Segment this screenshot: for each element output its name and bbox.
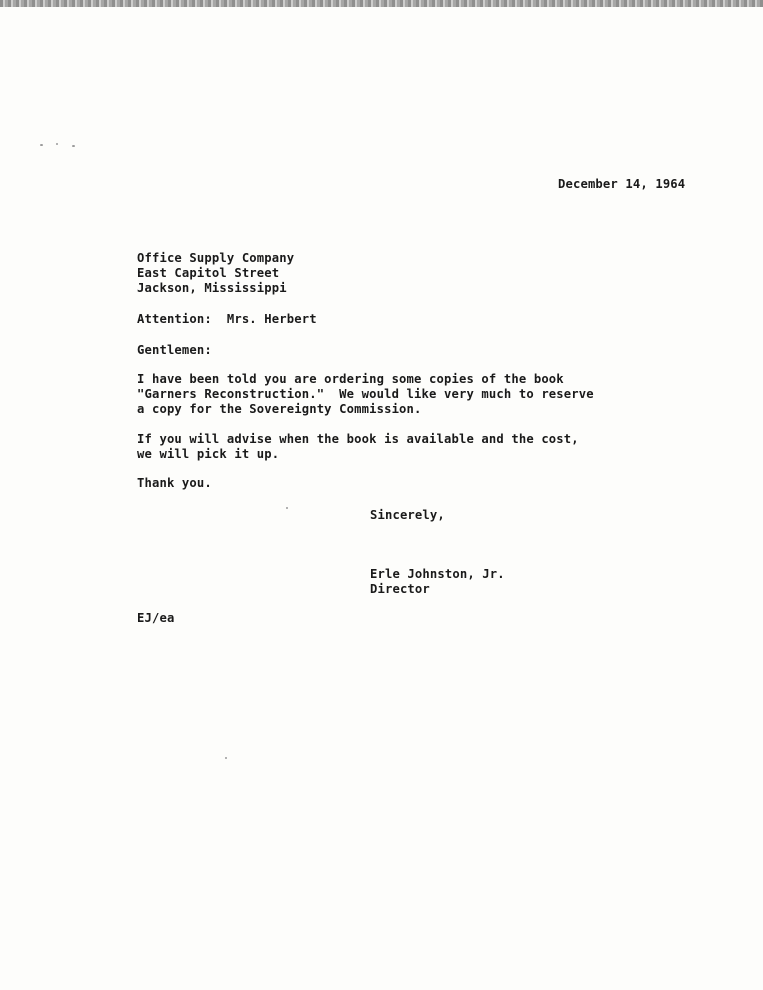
signer-title: Director bbox=[370, 582, 430, 596]
body-paragraph-2-line-2: we will pick it up. bbox=[137, 447, 280, 461]
recipient-name: Office Supply Company bbox=[137, 251, 295, 265]
reference-initials: EJ/ea bbox=[137, 611, 175, 625]
scan-top-edge bbox=[0, 0, 763, 7]
closing: Sincerely, bbox=[370, 508, 445, 522]
body-paragraph-1-line-3: a copy for the Sovereignty Commission. bbox=[137, 402, 422, 416]
letter-date: December 14, 1964 bbox=[558, 177, 686, 191]
signer-name: Erle Johnston, Jr. bbox=[370, 567, 505, 581]
attention-line: Attention: Mrs. Herbert bbox=[137, 312, 317, 326]
salutation: Gentlemen: bbox=[137, 343, 212, 357]
scan-speck bbox=[40, 144, 43, 146]
recipient-street: East Capitol Street bbox=[137, 266, 280, 280]
thank-you-line: Thank you. bbox=[137, 476, 212, 490]
scan-speck bbox=[225, 757, 227, 759]
recipient-city: Jackson, Mississippi bbox=[137, 281, 287, 295]
scan-speck bbox=[56, 143, 58, 145]
body-paragraph-1-line-2: "Garners Reconstruction." We would like very much to reserve bbox=[137, 387, 594, 401]
scan-speck bbox=[72, 145, 75, 147]
body-paragraph-2-line-1: If you will advise when the book is available and the cost, bbox=[137, 432, 579, 446]
scan-speck bbox=[286, 507, 288, 509]
body-paragraph-1-line-1: I have been told you are ordering some copies of the book bbox=[137, 372, 564, 386]
